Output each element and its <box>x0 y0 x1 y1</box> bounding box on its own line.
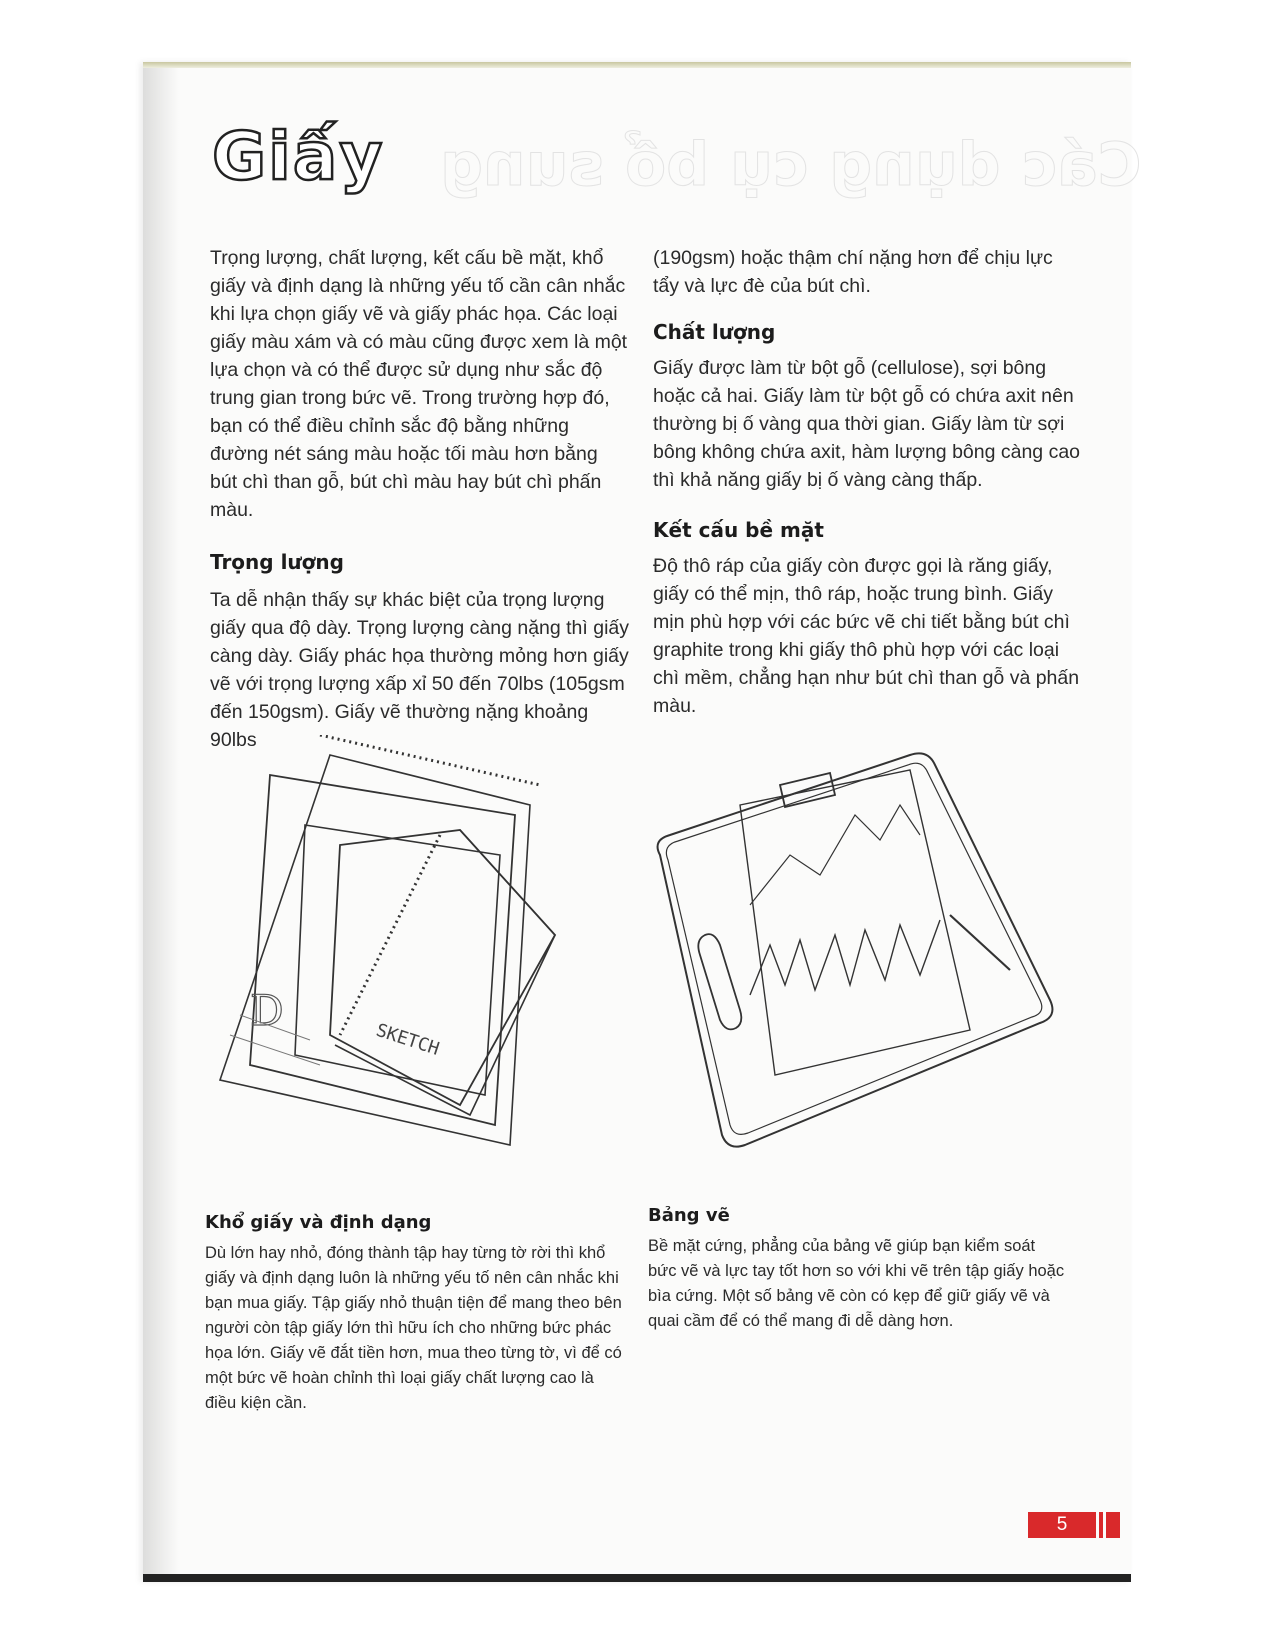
texture-heading: Kết cấu bề mặt <box>653 518 824 542</box>
show-through-title: Các dụng cụ bổ sung <box>440 130 1142 200</box>
texture-paragraph: Độ thô ráp của giấy còn được gọi là răng giấy, giấy có thể mịn, thô ráp, hoặc trung bình. Giấy mịn phù hợp với các bức vẽ chi tiết bằng bút chì graphite trong khi giấy thô phù hợp với các loại chì mềm, chẳng hạn như bút chì than gỗ và phấn màu. <box>653 555 1080 717</box>
page-title: Giấy <box>212 118 385 195</box>
paper-pads-illustration <box>210 735 610 1155</box>
left-column <box>210 244 630 754</box>
sketchbook <box>330 830 555 1105</box>
weight-paragraph-continued: (190gsm) hoặc thậm chí nặng hơn để chịu lực tẩy và lực đè của bút chì. <box>653 247 1053 297</box>
quality-paragraph: Giấy được làm từ bột gỗ (cellulose), sợi bông hoặc cả hai. Giấy làm từ bột gỗ có chứa axit nên thường bị ố vàng qua thời gian. Giấy làm từ sợi bông không chứa axit, hàm lượng bông càng cao thì khả năng giấy bị ố vàng càng thấp. <box>653 357 1081 491</box>
page-top-edge <box>143 62 1131 68</box>
intro-paragraph: Trọng lượng, chất lượng, kết cấu bề mặt, khổ giấy và định dạng là những yếu tố cần cân nhắc khi lựa chọn giấy vẽ và giấy phác họa. Các loại giấy màu xám và có màu cũng được xem là một lựa chọn và có thể được sử dụng như sắc độ trung gian trong bức vẽ. Trong trường hợp đó, bạn có thể điều chỉnh sắc độ bằng những đường nét sáng màu hoặc tối màu hơn bằng bút chì than gỗ, bút chì màu hay bút chì phấn màu. <box>210 247 628 521</box>
format-caption-text: Dù lớn hay nhỏ, đóng thành tập hay từng tờ rời thì khổ giấy và định dạng luôn là những yếu tố nên cân nhắc khi bạn mua giấy. Tập giấy nhỏ thuận tiện để mang theo bên người còn tập giấy lớn thì hữu ích cho những bức phác họa lớn. Giấy vẽ đắt tiền hơn, mua theo từng tờ, vì để có một bức vẽ hoàn chỉnh thì loại giấy chất lượng cao là điều kiện cần. <box>205 1244 622 1412</box>
board-caption-heading: Bảng vẽ <box>648 1205 730 1226</box>
spiral-pad <box>250 775 515 1125</box>
format-caption <box>205 1210 625 1416</box>
tree-sketch <box>750 920 940 995</box>
sketchbook-spiral <box>340 835 440 1035</box>
page-number: 5 <box>1028 1512 1096 1538</box>
page-bottom-edge <box>143 1574 1131 1582</box>
right-column <box>653 244 1083 720</box>
board-caption-text: Bề mặt cứng, phẳng của bảng vẽ giúp bạn kiểm soát bức vẽ và lực tay tốt hơn so với khi vẽ trên tập giấy hoặc bìa cứng. Một số bảng vẽ còn có kẹp để giữ giấy vẽ và quai cầm để có thể mang đi dễ dàng hơn. <box>648 1237 1065 1330</box>
format-caption-heading: Khổ giấy và định dạng <box>205 1212 432 1233</box>
mountain-sketch <box>750 805 920 905</box>
drawing-board <box>658 753 1053 1146</box>
pencil-icon <box>950 915 1010 970</box>
weight-paragraph: Ta dễ nhận thấy sự khác biệt của trọng lượng giấy qua độ dày. Trọng lượng càng nặng thì giấy càng dày. Giấy phác họa thường mỏng hơn giấy vẽ với trọng lượng xấp xỉ 50 đến 70lbs (105gsm đến 150gsm). Giấy vẽ thường nặng khoảng 90lbs <box>210 589 630 751</box>
spine-shadow <box>143 68 179 1574</box>
inner-sheet <box>295 825 500 1095</box>
board-caption <box>648 1203 1068 1334</box>
page-number-stripe <box>1106 1512 1120 1538</box>
sketchbook-cover-edge <box>335 830 555 1115</box>
quality-heading: Chất lượng <box>653 320 776 344</box>
page-number-stripe <box>1099 1512 1103 1538</box>
pad-letter: D <box>250 986 284 1035</box>
weight-heading: Trọng lượng <box>210 550 344 574</box>
sketchbook-label: SKETCH <box>373 1019 442 1060</box>
drawing-board-illustration <box>650 745 1080 1165</box>
